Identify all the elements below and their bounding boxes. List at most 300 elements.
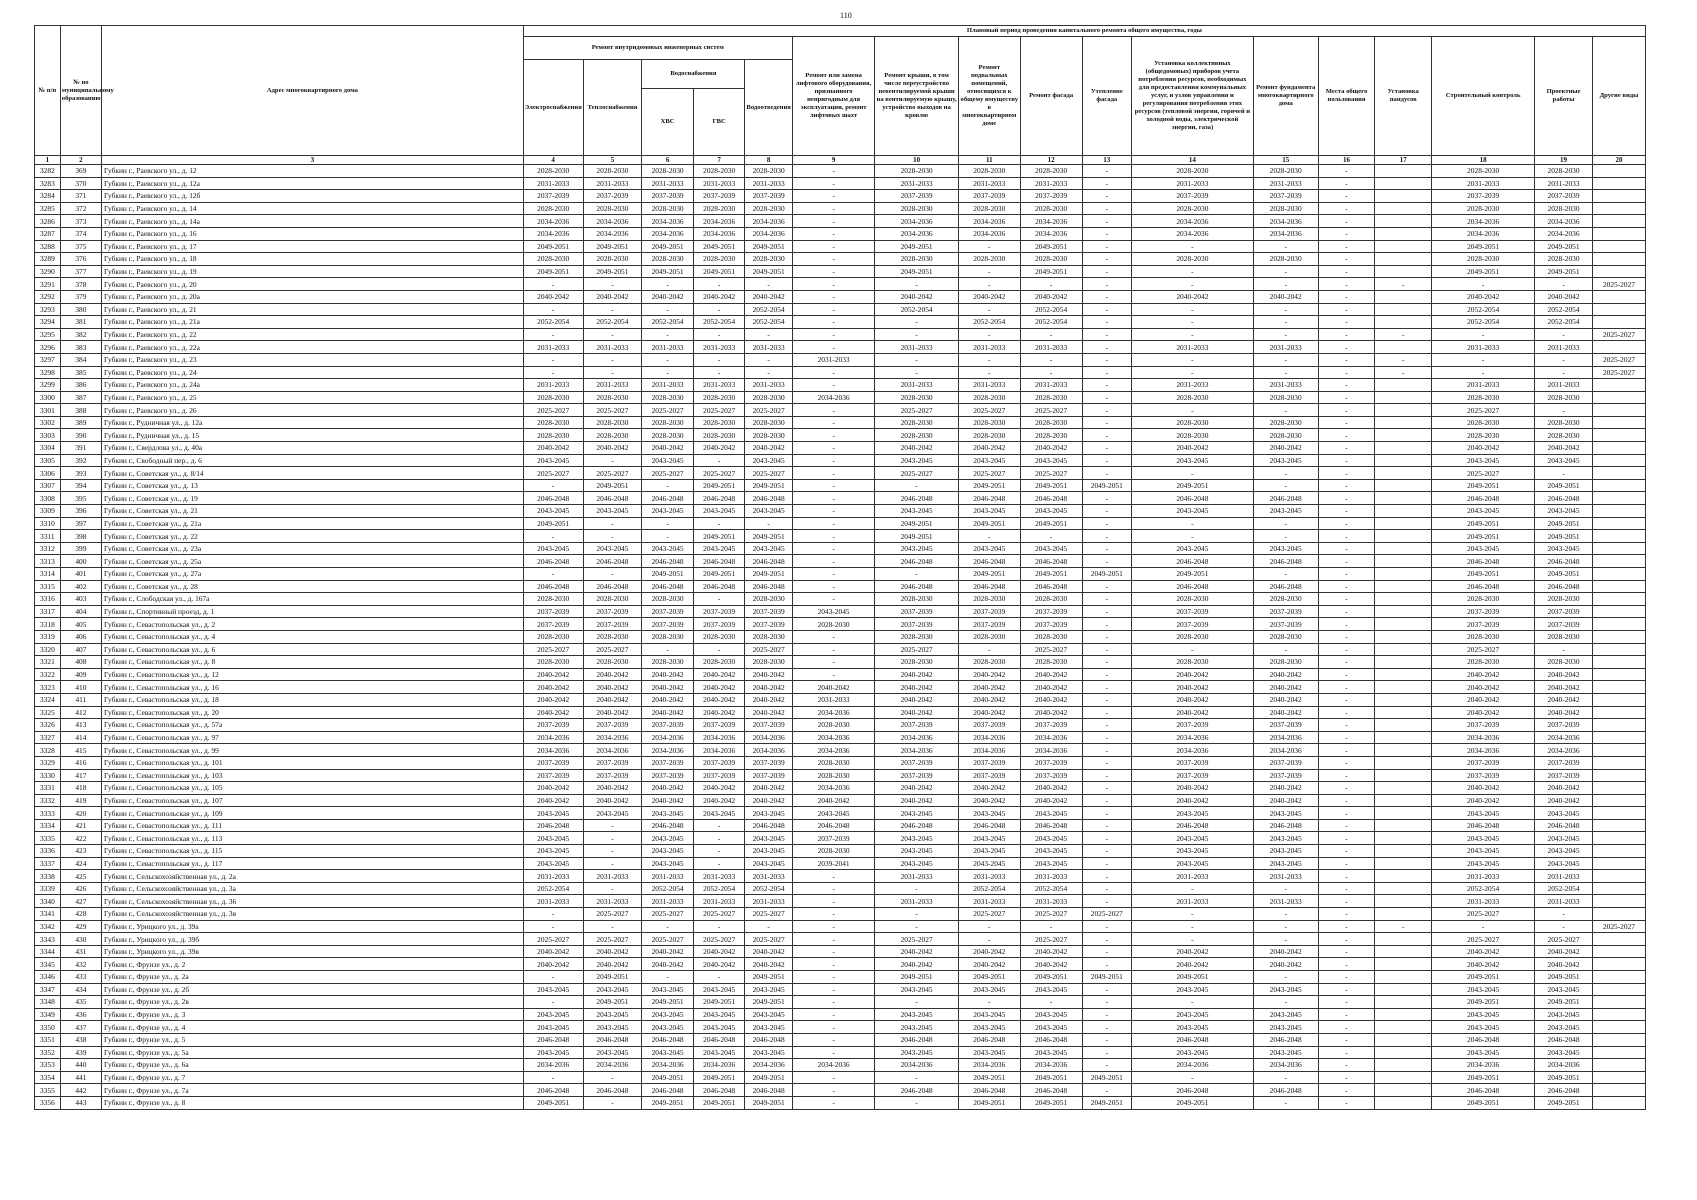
table-cell (1375, 1084, 1432, 1097)
table-cell: 2037-2039 (875, 618, 959, 631)
table-cell: - (792, 316, 874, 329)
table-cell: 2031-2033 (1132, 870, 1254, 883)
table-cell: 2049-2051 (958, 568, 1020, 581)
table-header (35, 26, 1646, 165)
table-cell: 2040-2042 (1020, 794, 1082, 807)
table-cell: 2040-2042 (1535, 693, 1593, 706)
table-cell (1375, 870, 1432, 883)
table-cell: - (1253, 316, 1318, 329)
table-cell: 2046-2048 (1132, 1033, 1254, 1046)
table-cell: 2040-2042 (523, 290, 583, 303)
table-cell: 2046-2048 (1253, 1033, 1318, 1046)
table-cell: 386 (60, 379, 101, 392)
table-cell: 2040-2042 (1132, 706, 1254, 719)
table-cell: - (693, 832, 745, 845)
table-cell: 2028-2030 (1132, 165, 1254, 178)
table-cell: 2043-2045 (745, 505, 792, 518)
column-number-row (35, 156, 1646, 165)
table-cell: 2034-2036 (642, 227, 694, 240)
table-cell: 2031-2033 (1132, 177, 1254, 190)
table-cell: 2040-2042 (1432, 290, 1535, 303)
table-cell: 2037-2039 (1253, 605, 1318, 618)
table-cell: - (792, 177, 874, 190)
table-cell: 2037-2039 (1253, 618, 1318, 631)
table-cell: 3343 (35, 933, 61, 946)
table-cell: 2034-2036 (875, 744, 959, 757)
table-cell: 2031-2033 (523, 379, 583, 392)
table-cell: 3331 (35, 782, 61, 795)
table-cell (1592, 807, 1645, 820)
table-cell: 2046-2048 (1535, 1033, 1593, 1046)
table-cell: 2025-2027 (1592, 278, 1645, 291)
table-cell: - (523, 996, 583, 1009)
address-cell: Губкин г., Советская ул., д. 21 (102, 505, 524, 518)
table-cell: 2034-2036 (1432, 1059, 1535, 1072)
table-cell: 2046-2048 (792, 819, 874, 832)
address-cell: Губкин г., Слободская ул., д. 167а (102, 593, 524, 606)
table-cell: 391 (60, 442, 101, 455)
header-design-works: Проектные работы (1535, 37, 1593, 156)
table-cell: 2031-2033 (583, 895, 642, 908)
table-row (35, 681, 1646, 694)
address-cell: Губкин г., Севастопольская ул., д. 117 (102, 857, 524, 870)
address-cell: Губкин г., Севастопольская ул., д. 4 (102, 630, 524, 643)
table-cell: 2049-2051 (642, 1096, 694, 1109)
table-cell: 2043-2045 (1132, 857, 1254, 870)
table-cell: 2049-2051 (875, 517, 959, 530)
table-cell: - (1318, 240, 1375, 253)
column-number: 8 (745, 156, 792, 165)
table-cell: 2034-2036 (875, 1059, 959, 1072)
table-row (35, 265, 1646, 278)
table-cell: 2037-2039 (642, 605, 694, 618)
table-cell: - (583, 366, 642, 379)
table-cell (1375, 530, 1432, 543)
table-cell: - (1318, 1008, 1375, 1021)
table-cell: - (693, 366, 745, 379)
table-cell: 2040-2042 (642, 782, 694, 795)
table-cell: 379 (60, 290, 101, 303)
table-cell: 3322 (35, 668, 61, 681)
table-cell: 442 (60, 1084, 101, 1097)
table-cell: 2031-2033 (1020, 379, 1082, 392)
table-cell: 413 (60, 719, 101, 732)
table-cell (1592, 668, 1645, 681)
table-cell: - (583, 278, 642, 291)
address-cell: Губкин г., Фрунзе ул., д. 2б (102, 983, 524, 996)
table-cell: 2028-2030 (1020, 416, 1082, 429)
table-cell: 2034-2036 (792, 706, 874, 719)
table-cell: - (1318, 202, 1375, 215)
table-cell: 3311 (35, 530, 61, 543)
table-cell: 2034-2036 (958, 744, 1020, 757)
table-cell: 407 (60, 643, 101, 656)
table-cell: - (1253, 240, 1318, 253)
table-cell: 2046-2048 (958, 1033, 1020, 1046)
table-cell: 2028-2030 (642, 202, 694, 215)
table-cell: 2028-2030 (745, 165, 792, 178)
table-cell: - (1082, 416, 1131, 429)
table-cell (1592, 492, 1645, 505)
table-cell: 2046-2048 (642, 1033, 694, 1046)
table-cell (1592, 958, 1645, 971)
address-cell: Губкин г., Урицкого ул., д. 39б (102, 933, 524, 946)
table-cell: - (1318, 643, 1375, 656)
table-cell: - (875, 882, 959, 895)
table-cell: 2046-2048 (875, 555, 959, 568)
table-cell: - (745, 278, 792, 291)
table-cell: 2034-2036 (1132, 215, 1254, 228)
table-cell: - (1375, 366, 1432, 379)
table-cell: 2043-2045 (1020, 542, 1082, 555)
table-cell: 2040-2042 (745, 290, 792, 303)
table-cell: 2049-2051 (642, 568, 694, 581)
table-cell: - (583, 530, 642, 543)
table-cell: 2043-2045 (745, 832, 792, 845)
table-cell: 2043-2045 (1535, 1008, 1593, 1021)
table-cell: 2037-2039 (1432, 756, 1535, 769)
address-cell: Губкин г., Фрунзе ул., д. 5а (102, 1046, 524, 1059)
table-cell: - (958, 996, 1020, 1009)
table-cell: - (1318, 1071, 1375, 1084)
table-cell: 2052-2054 (693, 882, 745, 895)
address-cell: Губкин г., Раевского ул., д. 24 (102, 366, 524, 379)
table-row (35, 442, 1646, 455)
table-cell: 2037-2039 (693, 719, 745, 732)
table-cell: 2049-2051 (1082, 1096, 1131, 1109)
table-cell: 2037-2039 (745, 719, 792, 732)
table-cell: - (1082, 341, 1131, 354)
table-cell: 2049-2051 (642, 996, 694, 1009)
table-cell: 2040-2042 (1432, 794, 1535, 807)
table-cell: 2040-2042 (1020, 782, 1082, 795)
table-cell: - (1020, 996, 1082, 1009)
table-cell: - (693, 857, 745, 870)
table-cell: 2025-2027 (1020, 908, 1082, 921)
table-cell: 2031-2033 (1432, 341, 1535, 354)
table-cell: 2043-2045 (1432, 1021, 1535, 1034)
table-cell: - (583, 832, 642, 845)
table-cell: 2034-2036 (642, 744, 694, 757)
table-cell: - (1318, 945, 1375, 958)
table-cell: 2043-2045 (1535, 832, 1593, 845)
table-cell: - (1082, 240, 1131, 253)
table-cell: 420 (60, 807, 101, 820)
table-cell: - (523, 920, 583, 933)
column-number: 16 (1318, 156, 1375, 165)
table-cell: 2037-2039 (792, 832, 874, 845)
table-cell (1375, 681, 1432, 694)
table-cell: 2028-2030 (745, 429, 792, 442)
table-cell: 2028-2030 (1535, 165, 1593, 178)
table-cell: - (1318, 706, 1375, 719)
table-cell (1375, 706, 1432, 719)
table-cell: 2052-2054 (745, 303, 792, 316)
address-cell: Губкин г., Севастопольская ул., д. 111 (102, 819, 524, 832)
table-cell: 2025-2027 (583, 643, 642, 656)
table-cell: 2031-2033 (693, 895, 745, 908)
table-row (35, 769, 1646, 782)
table-cell: 2025-2027 (1020, 467, 1082, 480)
table-cell: 2028-2030 (583, 391, 642, 404)
address-cell: Губкин г., Севастопольская ул., д. 6 (102, 643, 524, 656)
table-cell: - (1318, 630, 1375, 643)
table-cell (1592, 782, 1645, 795)
table-cell: 436 (60, 1008, 101, 1021)
table-cell (1375, 605, 1432, 618)
table-cell: 432 (60, 958, 101, 971)
table-cell: 2040-2042 (1432, 958, 1535, 971)
table-cell: 2043-2045 (1253, 1008, 1318, 1021)
table-cell: 2043-2045 (958, 845, 1020, 858)
table-cell: - (958, 920, 1020, 933)
table-cell: - (792, 265, 874, 278)
table-cell: 2037-2039 (1020, 719, 1082, 732)
table-cell: 2040-2042 (1432, 782, 1535, 795)
table-cell (1592, 215, 1645, 228)
table-cell: - (1253, 366, 1318, 379)
table-cell: 3347 (35, 983, 61, 996)
table-cell: 2037-2039 (523, 719, 583, 732)
table-cell: 2037-2039 (693, 756, 745, 769)
table-cell: - (1318, 744, 1375, 757)
table-cell: 2034-2036 (583, 1059, 642, 1072)
table-cell: 2040-2042 (693, 290, 745, 303)
table-cell: - (642, 643, 694, 656)
table-cell: - (1082, 542, 1131, 555)
table-cell: 424 (60, 857, 101, 870)
table-body (35, 165, 1646, 1110)
table-cell: 2046-2048 (745, 819, 792, 832)
table-cell: 2049-2051 (745, 479, 792, 492)
table-row (35, 630, 1646, 643)
table-cell: 2049-2051 (693, 240, 745, 253)
table-cell: 2049-2051 (1020, 265, 1082, 278)
table-cell: 2028-2030 (583, 165, 642, 178)
table-cell: 2037-2039 (523, 605, 583, 618)
address-cell: Губкин г., Фрунзе ул., д. 3 (102, 1008, 524, 1021)
table-cell: 434 (60, 983, 101, 996)
table-cell: 3337 (35, 857, 61, 870)
table-cell: 2046-2048 (642, 819, 694, 832)
table-cell: - (792, 555, 874, 568)
table-cell: 2049-2051 (1535, 479, 1593, 492)
table-cell (1592, 971, 1645, 984)
table-cell: - (583, 568, 642, 581)
table-cell: - (1318, 756, 1375, 769)
table-cell: 2046-2048 (745, 1033, 792, 1046)
table-cell: 2049-2051 (1432, 530, 1535, 543)
table-cell: 2043-2045 (792, 807, 874, 820)
table-cell: 2049-2051 (523, 265, 583, 278)
table-cell: 2034-2036 (642, 215, 694, 228)
table-cell (1375, 983, 1432, 996)
table-cell: 2043-2045 (1432, 542, 1535, 555)
table-cell: 2037-2039 (1432, 618, 1535, 631)
table-cell: - (792, 379, 874, 392)
table-cell: 2025-2027 (1592, 328, 1645, 341)
table-cell: - (1082, 353, 1131, 366)
table-cell: 2046-2048 (1432, 492, 1535, 505)
table-cell: 2049-2051 (1432, 1096, 1535, 1109)
table-cell: - (792, 580, 874, 593)
address-cell: Губкин г., Раевского ул., д. 21 (102, 303, 524, 316)
table-cell: - (583, 328, 642, 341)
table-cell: 2028-2030 (1253, 656, 1318, 669)
column-number: 12 (1020, 156, 1082, 165)
table-cell: - (1318, 807, 1375, 820)
table-cell: 3304 (35, 442, 61, 455)
table-cell: - (1082, 681, 1131, 694)
table-cell: 2028-2030 (792, 769, 874, 782)
table-cell: 2031-2033 (642, 177, 694, 190)
table-cell: - (1318, 227, 1375, 240)
table-cell: 417 (60, 769, 101, 782)
table-cell: 2046-2048 (642, 492, 694, 505)
address-cell: Губкин г., Советская ул., д. 19 (102, 492, 524, 505)
table-cell: 2028-2030 (523, 253, 583, 266)
table-row (35, 1071, 1646, 1084)
table-cell: 2025-2027 (693, 467, 745, 480)
table-cell: 2025-2027 (1432, 467, 1535, 480)
table-cell (1592, 681, 1645, 694)
table-cell: 3334 (35, 819, 61, 832)
table-cell: 2049-2051 (958, 1071, 1020, 1084)
table-cell: - (1082, 215, 1131, 228)
table-row (35, 391, 1646, 404)
table-cell (1375, 908, 1432, 921)
table-cell: - (1375, 278, 1432, 291)
table-cell: - (583, 1071, 642, 1084)
table-cell: 426 (60, 882, 101, 895)
table-cell: 2052-2054 (1535, 303, 1593, 316)
table-row (35, 505, 1646, 518)
table-cell: - (792, 983, 874, 996)
table-cell: 2046-2048 (583, 492, 642, 505)
table-row (35, 1033, 1646, 1046)
table-cell: 371 (60, 190, 101, 203)
table-cell: - (1082, 656, 1131, 669)
table-cell: - (1082, 845, 1131, 858)
table-cell: 2028-2030 (1432, 202, 1535, 215)
table-cell: 2049-2051 (693, 530, 745, 543)
table-cell: 2028-2030 (745, 656, 792, 669)
table-cell: 3333 (35, 807, 61, 820)
table-cell: 3318 (35, 618, 61, 631)
table-cell: 3344 (35, 945, 61, 958)
table-cell: 2034-2036 (1432, 744, 1535, 757)
table-cell (1375, 668, 1432, 681)
table-cell (1592, 379, 1645, 392)
table-cell: 2043-2045 (642, 857, 694, 870)
table-cell: - (1318, 819, 1375, 832)
table-cell: 2040-2042 (693, 442, 745, 455)
table-cell: 2052-2054 (1432, 303, 1535, 316)
address-cell: Губкин г., Фрунзе ул., д. 4 (102, 1021, 524, 1034)
table-cell (1592, 1021, 1645, 1034)
table-cell: 2034-2036 (1432, 731, 1535, 744)
table-cell: - (1318, 693, 1375, 706)
table-cell: 2028-2030 (523, 165, 583, 178)
table-cell (1592, 240, 1645, 253)
table-cell: 2043-2045 (642, 1046, 694, 1059)
table-cell: - (1535, 920, 1593, 933)
table-cell: 2046-2048 (1535, 580, 1593, 593)
table-cell: 2028-2030 (583, 429, 642, 442)
table-cell: - (745, 366, 792, 379)
table-cell: - (1082, 593, 1131, 606)
table-row (35, 1021, 1646, 1034)
table-cell: - (1318, 794, 1375, 807)
table-cell (1592, 542, 1645, 555)
table-cell: 2028-2030 (583, 416, 642, 429)
table-cell: 2040-2042 (693, 693, 745, 706)
table-cell: - (1318, 316, 1375, 329)
table-cell: - (1082, 857, 1131, 870)
table-cell: - (792, 442, 874, 455)
table-cell: 410 (60, 681, 101, 694)
table-cell: 3335 (35, 832, 61, 845)
table-cell: 2049-2051 (642, 240, 694, 253)
address-cell: Губкин г., Раевского ул., д. 14 (102, 202, 524, 215)
table-cell (1375, 227, 1432, 240)
table-cell: 2034-2036 (523, 227, 583, 240)
table-cell (1592, 870, 1645, 883)
table-row (35, 782, 1646, 795)
table-cell: 3314 (35, 568, 61, 581)
table-cell: - (1318, 996, 1375, 1009)
table-cell: 3298 (35, 366, 61, 379)
table-cell (1375, 845, 1432, 858)
table-cell: 2046-2048 (1132, 1084, 1254, 1097)
table-cell: 433 (60, 971, 101, 984)
table-cell: 2031-2033 (523, 177, 583, 190)
table-cell: - (642, 328, 694, 341)
table-cell (1592, 530, 1645, 543)
table-cell: - (523, 908, 583, 921)
table-cell (1592, 794, 1645, 807)
table-cell: 2031-2033 (745, 895, 792, 908)
table-row (35, 227, 1646, 240)
table-cell (1375, 756, 1432, 769)
table-cell: 2031-2033 (958, 379, 1020, 392)
table-cell: 2028-2030 (583, 593, 642, 606)
table-cell: 2028-2030 (642, 391, 694, 404)
table-cell: 2025-2027 (875, 643, 959, 656)
table-cell: 2046-2048 (1432, 1084, 1535, 1097)
table-cell: 2031-2033 (792, 693, 874, 706)
table-cell (1375, 429, 1432, 442)
table-cell: 2031-2033 (1253, 341, 1318, 354)
table-cell: 2040-2042 (523, 782, 583, 795)
table-cell: - (1318, 668, 1375, 681)
table-cell (1592, 202, 1645, 215)
table-cell: 2028-2030 (875, 391, 959, 404)
table-cell: 2046-2048 (1020, 1084, 1082, 1097)
table-cell: 2043-2045 (1132, 542, 1254, 555)
table-cell: 372 (60, 202, 101, 215)
table-cell: 2043-2045 (693, 983, 745, 996)
table-cell: 2031-2033 (1535, 379, 1593, 392)
address-cell: Губкин г., Советская ул., д. 22 (102, 530, 524, 543)
table-cell: - (875, 568, 959, 581)
table-cell: 2043-2045 (1535, 1046, 1593, 1059)
table-cell: - (642, 366, 694, 379)
table-cell: 2037-2039 (745, 618, 792, 631)
table-cell: 2028-2030 (792, 618, 874, 631)
table-cell: - (1020, 353, 1082, 366)
table-cell: 2046-2048 (1020, 492, 1082, 505)
